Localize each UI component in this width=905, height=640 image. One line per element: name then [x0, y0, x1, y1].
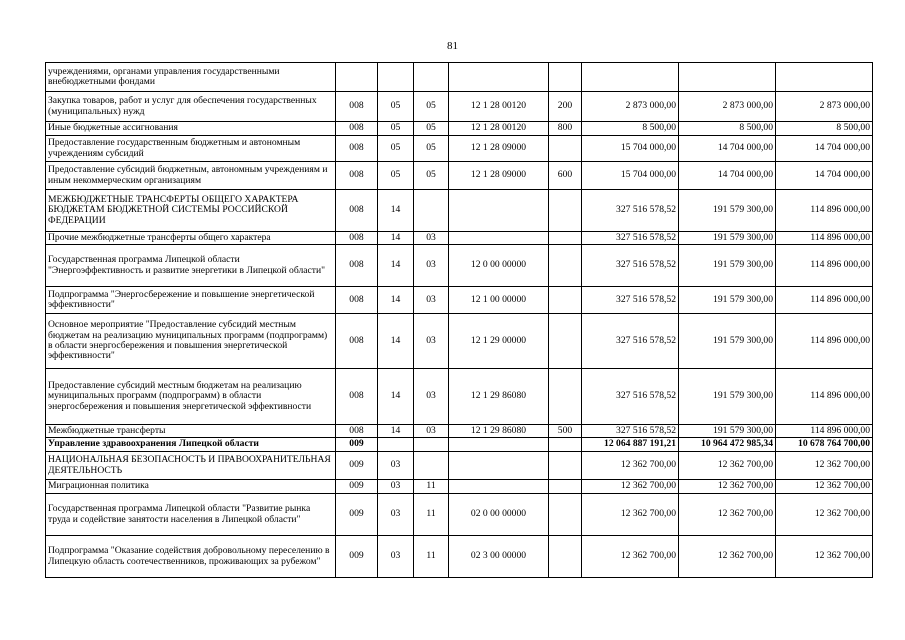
cell-amount-year2: 14 704 000,00 [679, 136, 776, 162]
cell-name: Предоставление субсидий бюджетным, автономным учреждениям и иным некоммерческим организациям [46, 162, 336, 190]
cell-expense-type: 200 [549, 92, 582, 122]
cell-section: 03 [378, 452, 414, 480]
table-row [46, 494, 873, 536]
cell-amount-year2: 12 362 700,00 [679, 494, 776, 536]
cell-target-article [449, 190, 549, 232]
cell-section: 05 [378, 92, 414, 122]
table-row [46, 122, 873, 136]
cell-amount-year1: 12 362 700,00 [582, 536, 679, 578]
cell-target-article: 12 1 00 00000 [449, 287, 549, 314]
cell-target-article: 12 1 28 00120 [449, 122, 549, 136]
table-row [46, 452, 873, 480]
cell-amount-year1: 12 362 700,00 [582, 452, 679, 480]
cell-section: 14 [378, 190, 414, 232]
cell-admin-code: 008 [336, 232, 378, 245]
cell-amount-year1: 8 500,00 [582, 122, 679, 136]
table-body [46, 63, 873, 578]
cell-section: 14 [378, 314, 414, 369]
cell-admin-code: 009 [336, 536, 378, 578]
cell-name: Подпрограмма "Энергосбережение и повышение энергетической эффективности" [46, 287, 336, 314]
cell-expense-type [549, 536, 582, 578]
cell-admin-code: 008 [336, 136, 378, 162]
cell-amount-year1: 327 516 578,52 [582, 287, 679, 314]
cell-amount-year3: 12 362 700,00 [776, 536, 873, 578]
cell-admin-code: 008 [336, 287, 378, 314]
cell-subsection: 05 [414, 92, 449, 122]
cell-amount-year2: 12 362 700,00 [679, 452, 776, 480]
cell-expense-type [549, 314, 582, 369]
cell-name: учреждениями, органами управления государственными внебюджетными фондами [46, 63, 336, 92]
cell-amount-year3: 114 896 000,00 [776, 314, 873, 369]
cell-amount-year3: 12 362 700,00 [776, 452, 873, 480]
cell-expense-type [549, 136, 582, 162]
cell-section: 03 [378, 480, 414, 494]
cell-target-article [449, 232, 549, 245]
cell-amount-year2: 191 579 300,00 [679, 232, 776, 245]
cell-amount-year3: 12 362 700,00 [776, 480, 873, 494]
cell-name: Государственная программа Липецкой области "Развитие рынка труда и содействие занятости населения в Липецкой области" [46, 494, 336, 536]
cell-subsection [414, 63, 449, 92]
table-row [46, 63, 873, 92]
cell-target-article: 12 1 28 00120 [449, 92, 549, 122]
cell-expense-type [549, 369, 582, 425]
cell-subsection: 11 [414, 480, 449, 494]
cell-amount-year3 [776, 63, 873, 92]
cell-subsection: 05 [414, 136, 449, 162]
cell-target-article [449, 63, 549, 92]
cell-amount-year2: 191 579 300,00 [679, 425, 776, 438]
budget-table [45, 62, 873, 578]
cell-amount-year1: 327 516 578,52 [582, 314, 679, 369]
cell-target-article: 12 1 29 86080 [449, 369, 549, 425]
cell-amount-year3: 14 704 000,00 [776, 162, 873, 190]
cell-section [378, 63, 414, 92]
cell-admin-code: 008 [336, 122, 378, 136]
cell-amount-year3: 114 896 000,00 [776, 425, 873, 438]
cell-admin-code: 009 [336, 480, 378, 494]
cell-subsection: 05 [414, 162, 449, 190]
table-row [46, 136, 873, 162]
cell-amount-year1 [582, 63, 679, 92]
cell-section: 14 [378, 245, 414, 287]
table-row [46, 369, 873, 425]
cell-name: Прочие межбюджетные трансферты общего характера [46, 232, 336, 245]
cell-amount-year1: 15 704 000,00 [582, 162, 679, 190]
cell-amount-year1: 2 873 000,00 [582, 92, 679, 122]
cell-section: 05 [378, 162, 414, 190]
cell-expense-type: 600 [549, 162, 582, 190]
cell-section: 14 [378, 425, 414, 438]
cell-subsection: 03 [414, 369, 449, 425]
cell-name: Межбюджетные трансферты [46, 425, 336, 438]
cell-name: Предоставление субсидий местным бюджетам на реализацию муниципальных программ (подпрограмм) в области энергосбережения и повышения энергетической эффективности [46, 369, 336, 425]
cell-target-article [449, 438, 549, 452]
cell-target-article: 12 0 00 00000 [449, 245, 549, 287]
cell-admin-code: 008 [336, 162, 378, 190]
cell-amount-year3: 10 678 764 700,00 [776, 438, 873, 452]
table-row [46, 162, 873, 190]
cell-target-article: 12 1 28 09000 [449, 162, 549, 190]
cell-section: 14 [378, 232, 414, 245]
cell-amount-year1: 327 516 578,52 [582, 245, 679, 287]
cell-admin-code: 009 [336, 452, 378, 480]
cell-target-article: 02 3 00 00000 [449, 536, 549, 578]
table-row [46, 245, 873, 287]
cell-subsection: 03 [414, 425, 449, 438]
cell-target-article: 12 1 29 00000 [449, 314, 549, 369]
cell-admin-code: 008 [336, 314, 378, 369]
cell-subsection: 03 [414, 314, 449, 369]
cell-section: 05 [378, 136, 414, 162]
cell-amount-year3: 14 704 000,00 [776, 136, 873, 162]
table-row [46, 190, 873, 232]
cell-name: МЕЖБЮДЖЕТНЫЕ ТРАНСФЕРТЫ ОБЩЕГО ХАРАКТЕРА БЮДЖЕТАМ БЮДЖЕТНОЙ СИСТЕМЫ РОССИЙСКОЙ ФЕДЕРАЦИИ [46, 190, 336, 232]
table-row [46, 92, 873, 122]
cell-amount-year1: 327 516 578,52 [582, 190, 679, 232]
page-number: 81 [447, 40, 458, 52]
cell-amount-year2: 191 579 300,00 [679, 190, 776, 232]
cell-expense-type [549, 438, 582, 452]
cell-name: Закупка товаров, работ и услуг для обеспечения государственных (муниципальных) нужд [46, 92, 336, 122]
cell-amount-year1: 327 516 578,52 [582, 232, 679, 245]
cell-admin-code: 008 [336, 245, 378, 287]
cell-amount-year3: 114 896 000,00 [776, 369, 873, 425]
cell-section: 03 [378, 536, 414, 578]
cell-subsection: 05 [414, 122, 449, 136]
cell-name: Управление здравоохранения Липецкой области [46, 438, 336, 452]
table-row [46, 438, 873, 452]
cell-target-article: 12 1 28 09000 [449, 136, 549, 162]
cell-amount-year2 [679, 63, 776, 92]
cell-subsection: 03 [414, 245, 449, 287]
cell-name: Основное мероприятие "Предоставление субсидий местным бюджетам на реализацию муниципальных программ (подпрограмм) в области энергосбережения и повышения энергетической эффективности" [46, 314, 336, 369]
table-row [46, 232, 873, 245]
cell-section: 03 [378, 494, 414, 536]
cell-amount-year1: 12 362 700,00 [582, 480, 679, 494]
cell-amount-year1: 327 516 578,52 [582, 425, 679, 438]
cell-name: Подпрограмма "Оказание содействия добровольному переселению в Липецкую область соотечественников, проживающих за рубежом" [46, 536, 336, 578]
cell-expense-type [549, 480, 582, 494]
cell-amount-year3: 114 896 000,00 [776, 232, 873, 245]
cell-admin-code: 008 [336, 190, 378, 232]
cell-admin-code [336, 63, 378, 92]
cell-section: 05 [378, 122, 414, 136]
cell-amount-year2: 14 704 000,00 [679, 162, 776, 190]
cell-expense-type [549, 232, 582, 245]
cell-section: 14 [378, 369, 414, 425]
cell-amount-year2: 191 579 300,00 [679, 369, 776, 425]
cell-admin-code: 008 [336, 425, 378, 438]
cell-amount-year2: 191 579 300,00 [679, 314, 776, 369]
cell-amount-year2: 191 579 300,00 [679, 245, 776, 287]
cell-expense-type: 800 [549, 122, 582, 136]
cell-name: Государственная программа Липецкой области "Энергоэффективность и развитие энергетики в Липецкой области" [46, 245, 336, 287]
cell-name: Иные бюджетные ассигнования [46, 122, 336, 136]
cell-expense-type [549, 63, 582, 92]
cell-amount-year3: 12 362 700,00 [776, 494, 873, 536]
cell-amount-year2: 12 362 700,00 [679, 480, 776, 494]
cell-target-article: 12 1 29 86080 [449, 425, 549, 438]
cell-admin-code: 008 [336, 92, 378, 122]
cell-amount-year2: 191 579 300,00 [679, 287, 776, 314]
cell-amount-year3: 8 500,00 [776, 122, 873, 136]
cell-amount-year2: 12 362 700,00 [679, 536, 776, 578]
cell-target-article [449, 452, 549, 480]
cell-subsection: 11 [414, 494, 449, 536]
cell-subsection [414, 438, 449, 452]
cell-subsection: 03 [414, 287, 449, 314]
cell-expense-type: 500 [549, 425, 582, 438]
cell-expense-type [549, 287, 582, 314]
cell-amount-year3: 114 896 000,00 [776, 287, 873, 314]
cell-amount-year3: 114 896 000,00 [776, 245, 873, 287]
cell-subsection [414, 190, 449, 232]
cell-expense-type [549, 190, 582, 232]
cell-subsection: 03 [414, 232, 449, 245]
cell-section: 14 [378, 287, 414, 314]
cell-name: Миграционная политика [46, 480, 336, 494]
table-row [46, 536, 873, 578]
cell-amount-year1: 327 516 578,52 [582, 369, 679, 425]
cell-amount-year1: 15 704 000,00 [582, 136, 679, 162]
cell-admin-code: 008 [336, 369, 378, 425]
table-row [46, 287, 873, 314]
cell-amount-year3: 2 873 000,00 [776, 92, 873, 122]
cell-subsection [414, 452, 449, 480]
cell-amount-year2: 2 873 000,00 [679, 92, 776, 122]
cell-expense-type [549, 452, 582, 480]
table-row [46, 314, 873, 369]
cell-amount-year1: 12 064 887 191,21 [582, 438, 679, 452]
cell-expense-type [549, 245, 582, 287]
cell-expense-type [549, 494, 582, 536]
cell-target-article: 02 0 00 00000 [449, 494, 549, 536]
cell-name: НАЦИОНАЛЬНАЯ БЕЗОПАСНОСТЬ И ПРАВООХРАНИТЕЛЬНАЯ ДЕЯТЕЛЬНОСТЬ [46, 452, 336, 480]
cell-amount-year3: 114 896 000,00 [776, 190, 873, 232]
cell-admin-code: 009 [336, 494, 378, 536]
cell-admin-code: 009 [336, 438, 378, 452]
table-row [46, 480, 873, 494]
cell-section [378, 438, 414, 452]
cell-amount-year1: 12 362 700,00 [582, 494, 679, 536]
cell-amount-year2: 10 964 472 985,34 [679, 438, 776, 452]
cell-subsection: 11 [414, 536, 449, 578]
cell-amount-year2: 8 500,00 [679, 122, 776, 136]
cell-target-article [449, 480, 549, 494]
cell-name: Предоставление государственным бюджетным и автономным учреждениям субсидий [46, 136, 336, 162]
table-row [46, 425, 873, 438]
